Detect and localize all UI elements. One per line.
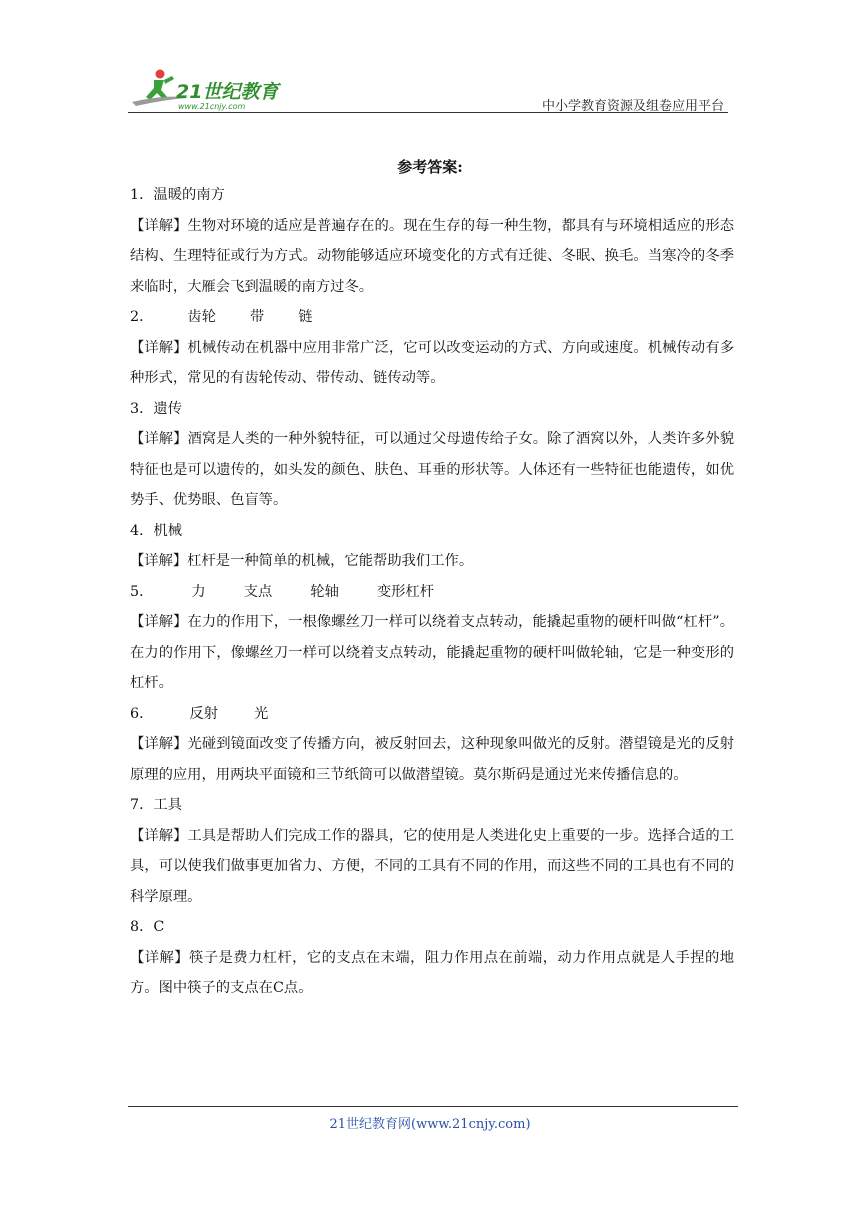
detail-1: 【详解】生物对环境的适应是普遍存在的。现在生存的每一种生物，都具有与环境相适应的形态结构、生理特征或行为方式。动物能够适应环境变化的方式有迁徙、冬眠、换毛。当寒冷的冬季来临时，大雁会飞到温暖的南方过冬。 [130,217,734,295]
header-divider [128,112,728,113]
answer-5: 5． 力 支点 轮轴 变形杠杆 [130,583,435,600]
platform-name: 中小学教育资源及组卷应用平台 [541,99,724,114]
footer-link[interactable]: 21世纪教育网(www.21cnjy.com) [329,1117,531,1132]
detail-2: 【详解】机械传动在机器中应用非常广泛，它可以改变运动的方式、方向或速度。机械传动有多种形式，常见的有齿轮传动、带传动、链传动等。 [130,339,734,386]
footer-divider [128,1106,738,1107]
answer-2: 2． 齿轮 带 链 [130,309,313,325]
answer-4: 4．机械 [130,522,182,539]
answer-8: 8．C [130,919,165,935]
answer-1: 1．温暖的南方 [130,187,225,203]
logo-text: 21世纪教育 [176,81,279,103]
detail-8: 【详解】筷子是费力杠杆，它的支点在末端，阻力作用点在前端，动力作用点就是人手捏的地方。图中筷子的支点在C点。 [130,949,734,996]
page-header [128,62,726,114]
detail-7: 【详解】工具是帮助人们完成工作的器具，它的使用是人类进化史上重要的一步。选择合适的工具，可以使我们做事更加省力、方便，不同的工具有不同的作用，而这些不同的工具也有不同的科学原理。 [130,827,734,905]
answer-3: 3．遗传 [130,400,182,417]
detail-5: 【详解】在力的作用下，一根像螺丝刀一样可以绕着支点转动，能撬起重物的硬杆叫做“杠杆”。在力的作用下，像螺丝刀一样可以绕着支点转动，能撬起重物的硬杆叫做轮轴，它是一种变形的杠杆。 [130,614,734,691]
answer-7: 7．工具 [130,797,182,813]
logo-url: www.21cnjy.com [178,102,246,111]
answer-6: 6． 反射 光 [130,705,269,722]
answer-list [130,180,734,1004]
page-title: 参考答案: [397,158,463,176]
detail-6: 【详解】光碰到镜面改变了传播方向，被反射回去，这种现象叫做光的反射。潜望镜是光的反射原理的应用，用两块平面镜和三节纸筒可以做潜望镜。莫尔斯码是通过光来传播信息的。 [130,736,734,783]
detail-4: 【详解】杠杆是一种简单的机械，它能帮助我们工作。 [130,553,474,569]
logo-21cnjy [128,68,298,112]
detail-3: 【详解】酒窝是人类的一种外貌特征，可以通过父母遗传给子女。除了酒窝以外，人类许多外貌特征也是可以遗传的，如头发的颜色、肤色、耳垂的形状等。人体还有一些特征也能遗传，如优势手、优势眼、色盲等。 [130,431,734,508]
